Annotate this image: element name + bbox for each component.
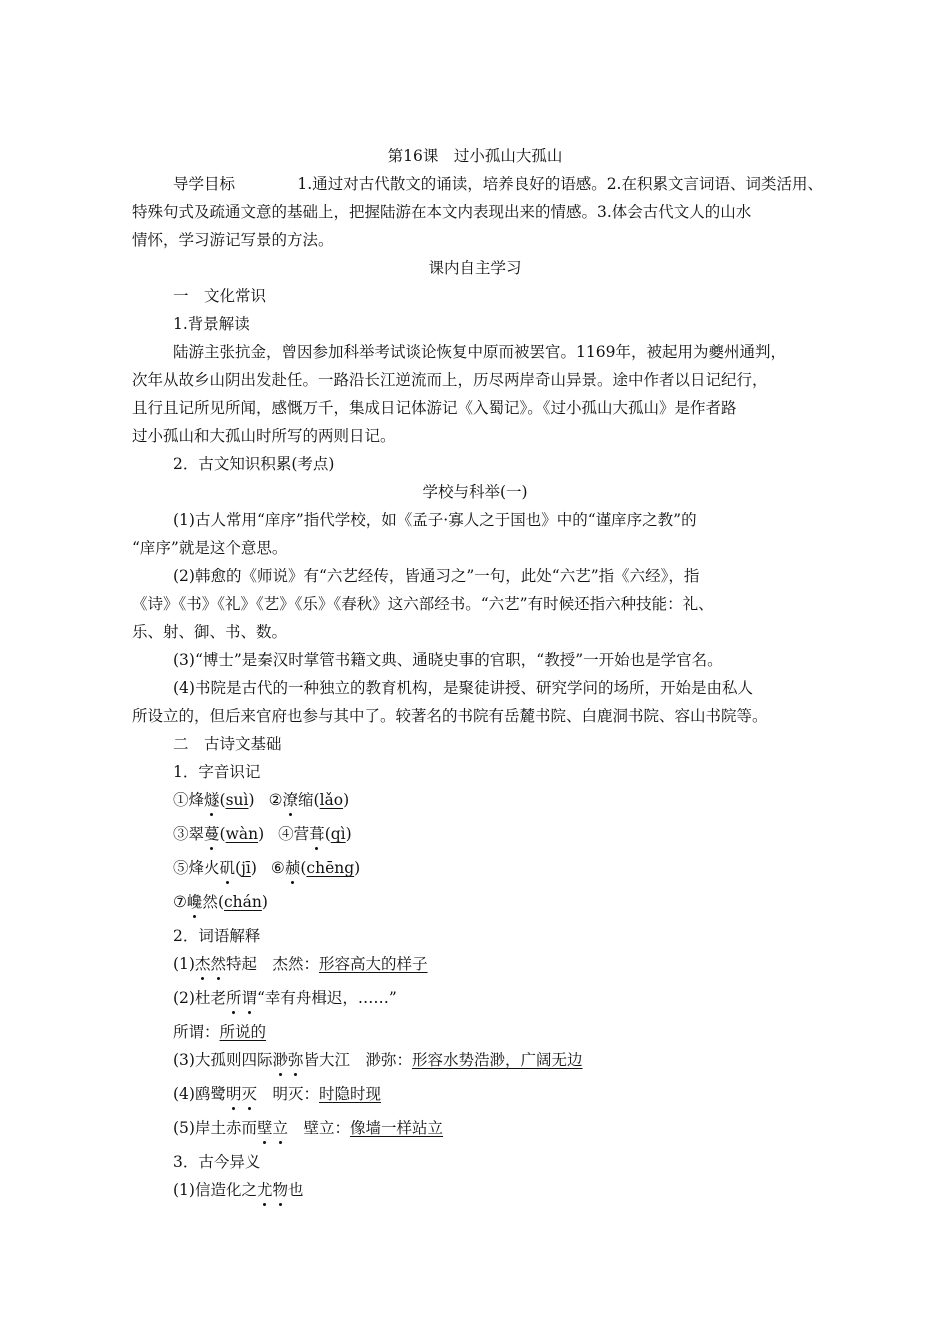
knowledge-title: 学校与科举(一): [422, 483, 528, 501]
knowledge-subheading: 2．古文知识积累(考点): [173, 455, 335, 473]
knowledge-2-line-2: 《诗》《书》《礼》《艺》《乐》《春秋》这六部经书。“六艺”有时候还指六种技能：礼、: [132, 595, 714, 613]
w3-char-1: 渺: [272, 1051, 288, 1069]
y1-char-2: 物: [272, 1181, 288, 1199]
pron-e-prefix: ⑤烽火: [173, 859, 220, 877]
w4-char-1: 明: [225, 1085, 242, 1103]
background-line-3: 且行且记所见所闻，感慨万千，集成日记体游记《入蜀记》。《过小孤山大孤山》是作者路: [132, 399, 737, 417]
pron-f-prefix: ⑥: [270, 859, 285, 877]
word-explain-2: [173, 988, 397, 1008]
pron-b-pinyin: lǎo: [319, 791, 344, 809]
w2-rest: “幸有舟楫迟，……”: [257, 989, 397, 1007]
w1-char-2: 然: [210, 955, 226, 973]
ancient-modern-1: [173, 1180, 304, 1200]
w3-prefix: (3)大孤则四际: [173, 1051, 273, 1069]
w2-prefix: (2)杜老: [173, 989, 226, 1007]
w5-char-2: 立: [272, 1119, 288, 1137]
knowledge-3: (3)“博士”是秦汉时掌管书籍文典、通晓史事的官职，“教授”一开始也是学官名。: [173, 651, 723, 669]
pron-a-prefix: ①烽: [173, 791, 205, 809]
background-subheading: 1.背景解读: [173, 315, 250, 333]
knowledge-4-line-1: (4)书院是古代的一种独立的教育机构，是聚徒讲授、研究学问的场所，开始是由私人: [173, 679, 753, 697]
w2-label: 所谓：: [173, 1023, 220, 1041]
pron-e-char: 矶: [219, 859, 236, 877]
w5-answer: 像墙一样站立: [350, 1119, 444, 1137]
knowledge-2-line-3: 乐、射、御、书、数。: [132, 623, 288, 641]
w5-rest: 壁立：: [288, 1119, 351, 1137]
pronunciation-row-3: ⑤烽火矶(jī) ⑥赪(chēng): [173, 859, 361, 877]
background-line-1: 陆游主张抗金，曾因参加科举考试谈论恢复中原而被罢官。1169年，被起用为夔州通判，: [173, 343, 786, 361]
pron-a-pinyin: suì: [225, 791, 249, 809]
pron-b-char: 潦: [282, 791, 298, 809]
pron-g-char: 巉: [186, 893, 203, 911]
w4-prefix: (4)鸥鹭: [173, 1085, 226, 1103]
pron-d-prefix: ④营: [278, 825, 310, 843]
part2-heading: 二 古诗文基础: [173, 735, 282, 753]
goals-text-1: 1.通过对古代散文的诵读，培养良好的语感。2.在积累文言词语、词类活用、: [297, 175, 823, 193]
pron-c-pinyin: wàn: [225, 825, 259, 843]
w4-char-2: 灭: [241, 1085, 257, 1103]
knowledge-2-line-1: (2)韩愈的《师说》有“六艺经传，皆通习之”一句，此处“六艺”指《六经》，指: [173, 567, 700, 585]
w2-char-2: 谓: [241, 989, 257, 1007]
knowledge-1-line-1: (1)古人常用“庠序”指代学校，如《孟子·寡人之于国也》中的“谨庠序之教”的: [173, 511, 697, 529]
pron-a-char: 燧: [204, 791, 220, 809]
word-explain-subheading: 2．词语解释: [173, 927, 261, 945]
section-title: 课内自主学习: [428, 259, 522, 277]
w1-prefix: (1): [173, 955, 195, 973]
pron-d-pinyin: qì: [330, 825, 346, 843]
ancient-modern-subheading: 3．古今异义: [173, 1153, 261, 1171]
word-explain-4: [173, 1084, 381, 1104]
w5-prefix: (5)岸土赤而: [173, 1119, 257, 1137]
w2-answer: 所说的: [219, 1023, 267, 1041]
pron-c-prefix: ③翠: [173, 825, 205, 843]
background-line-4: 过小孤山和大孤山时所写的两则日记。: [132, 427, 396, 445]
w1-char-1: 杰: [194, 955, 211, 973]
pron-d-char: 葺: [309, 825, 325, 843]
word-explain-2-answer-line: [173, 1022, 266, 1042]
w4-rest: 明灭：: [257, 1085, 320, 1103]
goals-label: 导学目标: [173, 175, 236, 193]
w1-rest: 特起 杰然：: [226, 955, 320, 973]
y1-suffix: 也: [288, 1181, 304, 1199]
w3-rest: 皆大江 渺弥：: [303, 1051, 413, 1069]
w3-char-2: 弥: [287, 1051, 304, 1069]
word-explain-5: [173, 1118, 443, 1138]
w3-answer: 形容水势浩渺，广阔无边: [412, 1051, 583, 1069]
pronunciation-row-2: ③翠蔓(wàn) ④营葺(qì): [173, 825, 352, 843]
goals-line-3: 情怀，学习游记写景的方法。: [132, 231, 334, 249]
pron-b-prefix: ②: [268, 791, 283, 809]
pron-g-pinyin: chán: [224, 893, 262, 911]
background-line-2: 次年从故乡山阴出发赴任。一路沿长江逆流而上，历尽两岸奇山异景。途中作者以日记纪行，: [132, 371, 768, 389]
pron-b-suffix: 缩: [297, 791, 314, 809]
pronunciation-row-1: ①烽燧(suì) ②潦缩(lǎo): [173, 791, 350, 809]
goals-line-2: 特殊句式及疏通文意的基础上，把握陆游在本文内表现出来的情感。3.体会古代文人的山水: [132, 203, 752, 221]
word-explain-1: [173, 954, 428, 974]
pron-f-pinyin: chēng: [306, 859, 355, 877]
goals-line-1: [173, 174, 823, 194]
knowledge-4-line-2: 所设立的，但后来官府也参与其中了。较著名的书院有岳麓书院、白鹿洞书院、容山书院等。: [132, 707, 768, 725]
pron-e-pinyin: jī: [241, 859, 251, 877]
word-explain-3: [173, 1050, 583, 1070]
pronunciation-subheading: 1．字音识记: [173, 763, 261, 781]
w5-char-1: 壁: [256, 1119, 273, 1137]
y1-prefix: (1)信造化之: [173, 1181, 257, 1199]
pronunciation-row-4: ⑦巉然(chán): [173, 893, 268, 911]
part1-heading: 一 文化常识: [173, 287, 267, 305]
y1-char-1: 尤: [256, 1181, 273, 1199]
w1-answer: 形容高大的样子: [319, 955, 428, 973]
lesson-title: 第16课 过小孤山大孤山: [387, 147, 563, 165]
w2-char-1: 所: [225, 989, 242, 1007]
pron-f-char: 赪: [284, 859, 301, 877]
pron-g-prefix: ⑦: [173, 893, 187, 911]
knowledge-1-line-2: “庠序”就是这个意思。: [132, 539, 288, 557]
pron-c-char: 蔓: [204, 825, 220, 843]
w4-answer: 时隐时现: [319, 1085, 382, 1103]
pron-g-suffix: 然: [202, 893, 218, 911]
